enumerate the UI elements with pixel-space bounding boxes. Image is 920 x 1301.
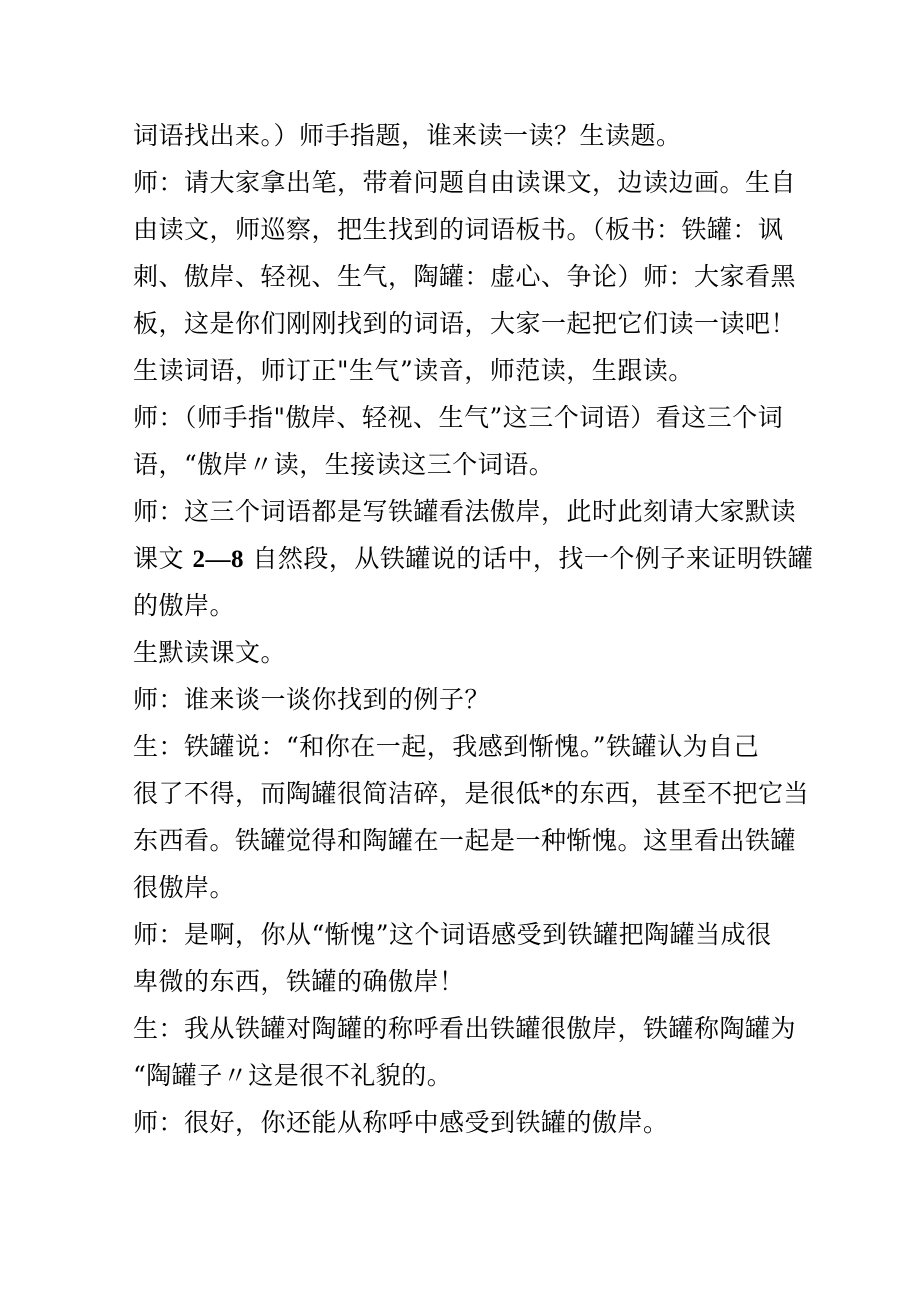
text-run: 卑微的东西，铁罐的确傲岸！ [133, 967, 465, 996]
text-line [133, 206, 793, 253]
text-line [133, 770, 810, 817]
text-run: 师：是啊，你从“惭愧”这个词语感受到铁罐把陶罐当成很 [133, 920, 772, 949]
text-line [133, 535, 814, 582]
text-run: 师：请大家拿出笔，带着问题自由读课文，边读边画。生自 [133, 168, 797, 197]
text-run: 生读词语，师订正"生气”读音，师范读，生跟读。 [133, 356, 694, 385]
text-line [133, 958, 793, 1005]
text-line [133, 1099, 793, 1146]
text-line [133, 394, 793, 441]
text-line [133, 1005, 797, 1052]
text-line [133, 723, 793, 770]
text-line [133, 300, 797, 347]
bold-text-run: 2—8 [192, 546, 244, 573]
text-line [133, 112, 793, 159]
text-run: 生：我从铁罐对陶罐的称呼看出铁罐很傲岸，铁罐称陶罐为 [133, 1014, 797, 1043]
text-line [133, 441, 793, 488]
text-line [133, 347, 793, 394]
text-run: 很了不得，而陶罐很简洁碎，是很低*的东西，甚至不把它当 [133, 779, 810, 808]
text-line [133, 488, 797, 535]
text-line [133, 817, 797, 864]
text-run: 刺、傲岸、轻视、生气，陶罐：虚心、争论）师：大家看黑 [133, 262, 797, 291]
text-run: 很傲岸。 [133, 873, 236, 902]
text-run: 师：（师手指"傲岸、轻视、生气”这三个词语）看这三个词 [133, 403, 784, 432]
text-line [133, 676, 793, 723]
text-run: 师：很好，你还能从称呼中感受到铁罐的傲岸。 [133, 1108, 669, 1137]
text-run: 生：铁罐说：“和你在一起，我感到惭愧。”铁罐认为自己 [133, 732, 760, 761]
text-run: 词语找出来。）师手指题，谁来读一读？生读题。 [133, 121, 682, 150]
text-line [133, 911, 793, 958]
text-line [133, 629, 793, 676]
text-run: 生默读课文。 [133, 638, 287, 667]
text-run: 自然段，从铁罐说的话中，找一个例子来证明铁罐 [243, 544, 814, 573]
text-run: 师：这三个词语都是写铁罐看法傲岸，此时此刻请大家默读 [133, 497, 797, 526]
text-run: 的傲岸。 [133, 591, 236, 620]
text-run: 师：谁来谈一谈你找到的例子？ [133, 685, 491, 714]
text-run: “陶罐子〃这是很不礼貌的。 [133, 1061, 453, 1090]
text-run: 课文 [133, 544, 193, 573]
text-line [133, 582, 793, 629]
text-run: 语，“傲岸〃读，生接读这三个词语。 [133, 450, 555, 479]
text-line [133, 864, 793, 911]
text-line [133, 253, 797, 300]
text-run: 板，这是你们刚刚找到的词语，大家一起把它们读一读吧！ [133, 309, 797, 338]
text-run: 东西看。铁罐觉得和陶罐在一起是一种惭愧。这里看出铁罐 [133, 826, 797, 855]
text-run: 由读文，师巡察，把生找到的词语板书。（板书：铁罐：讽 [133, 215, 784, 244]
text-line [133, 1052, 793, 1099]
lesson-transcript [133, 112, 814, 1146]
text-line [133, 159, 797, 206]
